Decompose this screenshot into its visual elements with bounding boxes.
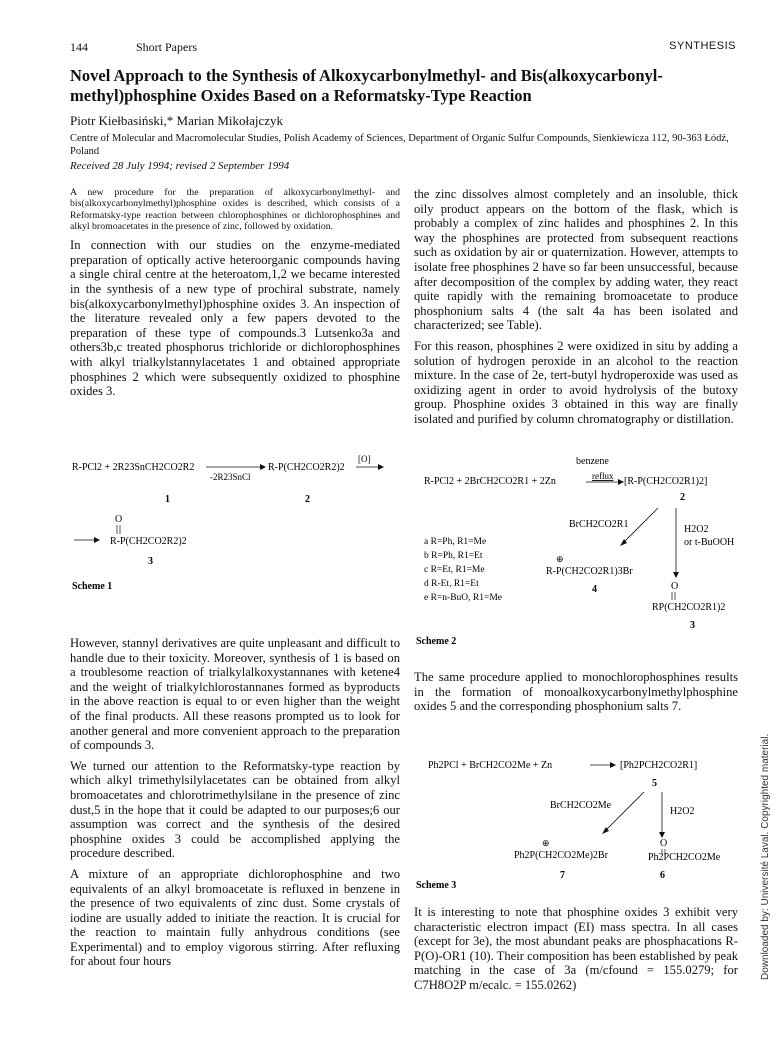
mass-spectra-paragraph: It is interesting to note that phosphine oxides 3 exhibit very characteristic electron impact (EI) mass spectra. In all cases (except for 3e), the most abundant peaks are phosphacations R-P(O)-OR1 (10). Their composition has been established by peak matching in the case of 3a (m/cfound = 155.0279; for C7H8O2P m/ecalc. = 155.0262) <box>414 905 738 992</box>
right-column-middle <box>414 670 738 720</box>
scheme3-reactants: Ph2PCl + BrCH2CO2Me + Zn <box>428 760 553 771</box>
scheme-1 <box>70 452 400 632</box>
left-column-top <box>70 187 400 405</box>
scheme2-variant-e: e R=n-BuO, R1=Me <box>424 593 503 603</box>
scheme2-label: Scheme 2 <box>416 636 457 647</box>
scheme2-condition: reflux <box>592 471 614 481</box>
section-name: Short Papers <box>136 40 197 54</box>
authors: Piotr Kiełbasiński,* Marian Mikołajczyk <box>70 113 284 128</box>
scheme2-variant-a: a R=Ph, R1=Me <box>424 537 487 547</box>
scheme3-reagent-right: H2O2 <box>670 806 695 817</box>
scheme1-reagent: [O] <box>358 454 371 464</box>
monochloro-paragraph: The same procedure applied to monochlorophosphines results in the formation of monoalkoxycarbonylmethylphosphine oxides 5 and the corresponding phosphonium salts 7. <box>414 670 738 714</box>
scheme-2 <box>414 452 744 657</box>
oxidation-paragraph: For this reason, phosphines 2 were oxidized in situ by adding a solution of hydrogen peroxide in an alcohol to the reaction mixture. In the case of 2e, tert-butyl hydroperoxide was used as oxidizing agent in order to avoid hydrolysis of the butoxy group. Phosphine oxides 3 obtained in this way are finally isolated and purified by column chromatography or distillation. <box>414 338 738 426</box>
scheme2-variant-c: c R=Et, R1=Me <box>424 565 485 575</box>
stannyl-paragraph: However, stannyl derivatives are quite unpleasant and difficult to handle due to their toxicity. Moreover, synthesis of 1 is based on a troublesome reaction of trialkylalkoxystannanes with ketene4 and the weight of trialkylchlorostannanes formed as byproducts in the above reaction is equal to or even higher than the weight of the final products. All these reasons prompted us to look for another general and more convenient approach to the preparation of compounds 3. <box>70 636 400 753</box>
scheme1-oxide-o: O <box>115 514 123 525</box>
scheme3-oxide: Ph2PCH2CO2Me <box>648 852 721 863</box>
scheme3-product: [Ph2PCH2CO2R1] <box>620 760 698 771</box>
scheme2-product: [R-P(CH2CO2R1)2] <box>624 476 708 487</box>
scheme1-product: R-P(CH2CO2R2)2 <box>268 462 345 473</box>
left-column-bottom <box>70 636 400 975</box>
received-date: Received 28 July 1994; revised 2 September 1994 <box>70 160 290 172</box>
scheme2-variant-d: d R-Et, R1=Et <box>424 579 479 589</box>
scheme2-reactants: R-PCl2 + 2BrCH2CO2R1 + 2Zn <box>424 476 556 487</box>
scheme2-num4: 4 <box>592 584 597 595</box>
scheme1-oxide: R-P(CH2CO2R2)2 <box>110 536 187 547</box>
scheme3-num7: 7 <box>560 870 565 881</box>
affiliation: Centre of Molecular and Macromolecular Studies, Polish Academy of Sciences, Department of Organic Sulfur Compounds, Sienkiewicza 112, 90-363 Łódź, Poland <box>70 133 729 157</box>
procedure-paragraph: A mixture of an appropriate dichlorophosphine and two equivalents of an alkyl bromoacetate is refluxed in benzene in the presence of two equivalents of zinc dust. Some crystals of iodine are usually added to initiate the reaction. It is crucial for the reaction to maintain fully anhydrous conditions (see Experimental) and to employ vigorous stirring. After refluxing for about four hours <box>70 866 400 969</box>
scheme2-salt: R-P(CH2CO2R1)3Br <box>546 566 633 577</box>
scheme-1-graphic <box>70 452 400 632</box>
right-column-bottom <box>414 905 738 999</box>
scheme1-num3: 3 <box>148 556 153 567</box>
scheme2-oxide: RP(CH2CO2R1)2 <box>652 602 726 613</box>
reformatsky-paragraph: We turned our attention to the Reformatsky-type reaction by which alkyl trimethylsilylacetates can be obtained from alkyl bromoacetates and chlorotrimethylsilane in the presence of zinc dust,5 in the hope that it could be adapted to our purposes;6 our assumption was correct and the synthesis of the desired phosphine oxides 3 could be accomplished applying the procedure described. <box>70 758 400 861</box>
scheme3-plus-sign: ⊕ <box>542 838 550 848</box>
page-number: 144 <box>70 40 88 54</box>
scheme-3 <box>414 746 744 896</box>
scheme2-num3: 3 <box>690 620 695 631</box>
scheme1-reactants: R-PCl2 + 2R23SnCH2CO2R2 <box>72 462 195 473</box>
intro-paragraph: In connection with our studies on the enzyme-mediated preparation of optically active heteroorganic compounds having a single chiral centre at the heteroatom,1,2 we became interested in the synthesis of a new type of prochiral substrate, namely bis(alkoxycarbonylmethyl)phosphine oxides 3. An inspection of the literature revealed only a few papers devoted to the preparation of these type of compounds.3 Lutsenko3a and others3b,c treated phosphorus trichloride or dichlorophosphines with alkyl trialkylstannylacetates 1 and obtained appropriate phosphines 2 which were subsequently oxidized to phosphine oxides 3. <box>70 238 400 399</box>
scheme2-num2: 2 <box>680 492 685 503</box>
scheme1-byproduct: -2R23SnCl <box>210 472 251 482</box>
scheme3-salt: Ph2P(CH2CO2Me)2Br <box>514 850 608 861</box>
right-column-top <box>414 187 738 433</box>
scheme1-num2: 2 <box>305 494 310 505</box>
scheme3-reagent-left: BrCH2CO2Me <box>550 800 612 811</box>
scheme3-num5: 5 <box>652 778 657 789</box>
scheme3-oxide-o: O <box>660 838 668 849</box>
scheme2-solvent: benzene <box>576 456 609 467</box>
download-watermark <box>760 680 776 980</box>
journal-name: SYNTHESIS <box>669 40 736 52</box>
scheme-2-graphic <box>414 452 744 657</box>
scheme1-label: Scheme 1 <box>72 581 113 592</box>
scheme2-reagent-right1: H2O2 <box>684 524 709 535</box>
scheme2-plus-sign: ⊕ <box>556 554 564 564</box>
article-title: Novel Approach to the Synthesis of Alkoxycarbonylmethyl- and Bis(alkoxycarbonyl-methyl)phosphine Oxides Based on a Reformatsky-Type Reaction <box>70 66 663 105</box>
zinc-paragraph: the zinc dissolves almost completely and an insoluble, thick oily product appears on the bottom of the flask, which is probably a complex of zinc halides and phosphines 2. In this way the phosphines are protected from subsequent reactions such as oxidation by air or quaternization. However, attempts to isolate free phosphines 2 have so far been unsuccessful, because after decomposition of the complex by adding water, they react quite rapidly with the remaining bromoacetate to produce phosphonium salts 4 (the salt 4a has been isolated and characterized; see Table). <box>414 187 738 333</box>
scheme-3-graphic <box>414 746 744 896</box>
abstract: A new procedure for the preparation of alkoxycarbonylmethyl- and bis(alkoxycarbonylmethyl)phosphine oxides is described, which consists of a Reformatsky-type reaction between chlorophosphines or dichlorophosphines and alkyl bromoacetates in the presence of zinc, followed by oxidation. <box>70 187 400 232</box>
scheme2-reagent-right2: or t-BuOOH <box>684 537 735 548</box>
scheme3-label: Scheme 3 <box>416 880 457 891</box>
scheme3-num6: 6 <box>660 870 665 881</box>
scheme1-num1: 1 <box>165 494 170 505</box>
scheme2-oxide-o: O <box>671 581 679 592</box>
download-watermark-text: Downloaded by: Université Laval. Copyrighted material. <box>760 733 771 980</box>
scheme2-reagent-left: BrCH2CO2R1 <box>569 519 629 530</box>
scheme2-variant-b: b R=Ph, R1=Et <box>424 551 483 561</box>
